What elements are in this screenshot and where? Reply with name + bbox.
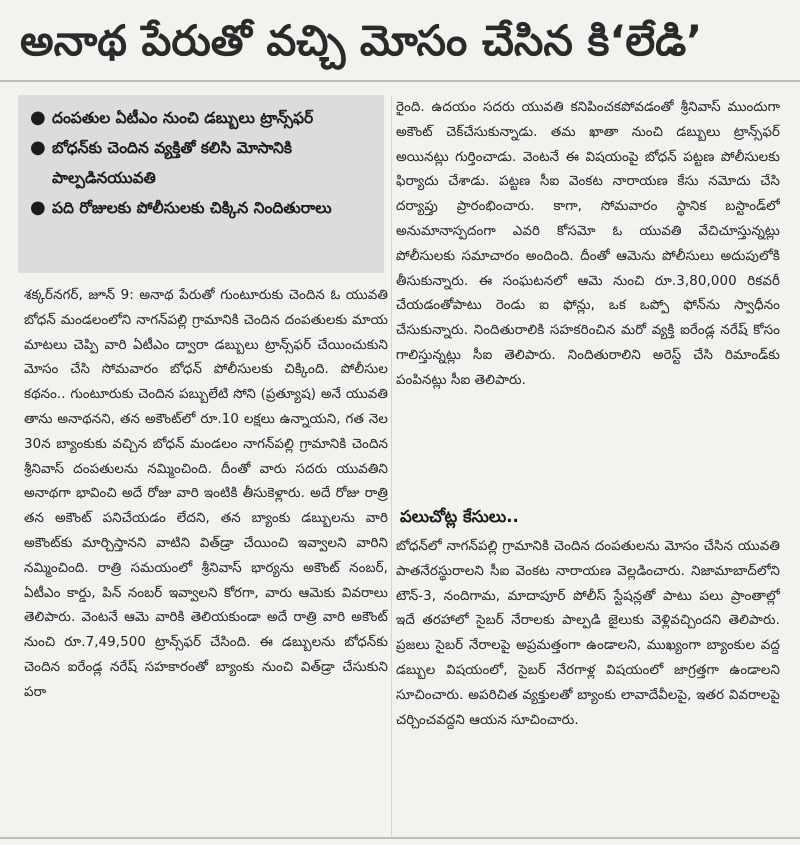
bullet-icon: ● (30, 197, 46, 218)
body-paragraph: బోధన్‌లో నాగన్‌పల్లి గ్రామానికి చెందిన దంపతులను మోసం చేసిన యువతి పాతనేరస్థురాలని సీఐ వెంకట నారాయణ వెల్లడించారు. నిజామాబాద్‌లోని టౌన్‌-3, నందిగామ, మాదాపూర్‌ పోలీస్‌ స్టేషన్లతో పాటు పలు ప్రాంతాల్లో ఇదే తరహాలో సైబర్‌ నేరాలకు పాల్పడి జైలుకు వెళ్లివచ్చిందని తెలిపారు. ప్రజలు సైబర్‌ నేరాలపై అప్రమత్తంగా ఉండాలని, ముఖ్యంగా బ్యాంకుల వద్ద డబ్బుల విషయంలో, సైబర్‌ నేరగాళ్ల విషయంలో జాగ్రత్తగా ఉండాలని సూచించారు. అపరిచిత వ్యక్తులతో బ్యాంకు లావాదేవీలపై, ఇతర వివరాలపై చర్చించవద్దని ఆయన సూచించారు. (396, 539, 780, 728)
article-body-left-column (24, 284, 388, 834)
bottom-rule (0, 837, 800, 839)
body-paragraph: రైంది. ఉదయం సదరు యువతి కనిపించకపోవడంతో శ్రీనివాస్‌ ముందుగా అకౌంట్‌ చెక్‌చేసుకున్నాడు. తమ ఖాతా నుంచి డబ్బులు ట్రాన్స్‌ఫర్‌ అయినట్లు గుర్తించాడు. వెంటనే ఈ విషయంపై బోధన్‌ పట్టణ పోలీసులకు ఫిర్యాదు చేశాడు. పట్టణ సీఐ వెంకట నారాయణ కేసు నమోదు చేసి దర్యాప్తు ప్రారంభించారు. కాగా, సోమవారం స్థానిక బస్టాండ్‌లో అనుమానాస్పదంగా ఎవరి కోసమో ఓ యువతి వేచిచూస్తున్నట్లు పోలీసులకు సమాచారం అందింది. దీంతో ఆమెను పోలీసులు అదుపులోకి తీసుకున్నారు. ఈ సంఘటనలో ఆమె నుంచి రూ.3,80,000 రికవరీ చేయడంతోపాటు రెండు ఐ ఫోన్లు, ఒక ఒప్పో ఫోన్‌ను స్వాధీనం చేసుకున్నారు. నిందితురాలికి సహకరించిన మరో వ్యక్తి ఐరేండ్ల నరేష్‌ కోసం గాలిస్తున్నట్లు సీఐ తెలిపారు. నిందితురాలిని అరెస్ట్‌ చేసి రిమాండ్‌కు పంపినట్లు సీఐ తెలిపారు. (396, 100, 780, 388)
bullet-icon: ● (30, 137, 46, 158)
bullet-icon: ● (30, 107, 46, 128)
top-rule (0, 80, 800, 82)
highlight-text: పది రోజులకు పోలీసులకు చిక్కిన నిందితురాలు (52, 199, 332, 217)
highlight-item (30, 103, 372, 133)
body-paragraph: శక్కర్‌నగర్‌, జూన్‌ 9: అనాథ పేరుతో గుంటూరుకు చెందిన ఓ యువతి బోధన్‌ మండలంలోని నాగన్‌పల్లి గ్రామానికి చెందిన దంపతులకు మాయ మాటలు చెప్పి వారి ఏటీఎం ద్వారా డబ్బులు ట్రాన్స్‌ఫర్‌ చేయించుకుని మోసం చేసి సోమవారం బోధన్‌ పోలీసులకు చిక్కింది. పోలీసుల కథనం.. గుంటూరుకు చెందిన పబ్బులేటి సోని (ప్రత్యూష) అనే యువతి తాను అనాథనని, తన అకౌంట్‌లో రూ.10 లక్షలు ఉన్నాయని, గత నెల 30న బ్యాంకుకు వచ్చిన బోధన్‌ మండలం నాగన్‌పల్లి గ్రామానికి చెందిన శ్రీనివాస్‌ దంపతులను నమ్మించింది. దీంతో వారు సదరు యువతిని అనాథగా భావించి అదే రోజు వారి ఇంటికి తీసుకెళ్లారు. అదే రోజు రాత్రి తన అకౌంట్‌ పనిచేయడం లేదని, తన బ్యాంకు డబ్బులను వారి అకౌంట్‌కు మార్చిస్తానని వాటిని విత్‌డ్రా చేయించి ఇవ్వాలని వారిని నమ్మించింది. రాత్రి సమయంలో శ్రీనివాస్‌ భార్యను అకౌంట్‌ నంబర్‌, ఏటీఎం కార్డు, పిన్‌ నంబర్‌ ఇవ్వాలని కోరగా, వారు ఆమెకు వివరాలు తెలిపారు. వెంటనే ఆమె వారికి తెలియకుండా అదే రాత్రి వారి అకౌంట్‌ నుంచి రూ.7,49,500 ట్రాన్స్‌ఫర్‌ చేసింది. ఈ డబ్బులను బోధన్‌కు చెందిన ఐరేండ్ల నరేష్‌ సహకారంతో బ్యాంకు నుంచి విత్‌డ్రా చేసుకుని పరా (24, 288, 388, 700)
highlight-text: దంపతుల ఏటీఎం నుంచి డబ్బులు ట్రాన్స్‌ఫర్ (52, 109, 314, 127)
article-body-right-lower (396, 535, 780, 835)
column-divider (391, 96, 392, 836)
highlights-box (18, 95, 384, 273)
highlight-text: బోధన్‌కు చెందిన వ్యక్తితో కలిసి మోసానికి పాల్పడినయువతి (52, 139, 292, 187)
section-subheading: పలుచోట్ల కేసులు.. (400, 507, 519, 526)
headline: అనాథ పేరుతో వచ్చి మోసం చేసిన కి‘లేడి’ (20, 16, 703, 65)
highlight-item (30, 193, 372, 223)
article-body-right-column (396, 96, 780, 496)
highlight-item (30, 133, 372, 193)
